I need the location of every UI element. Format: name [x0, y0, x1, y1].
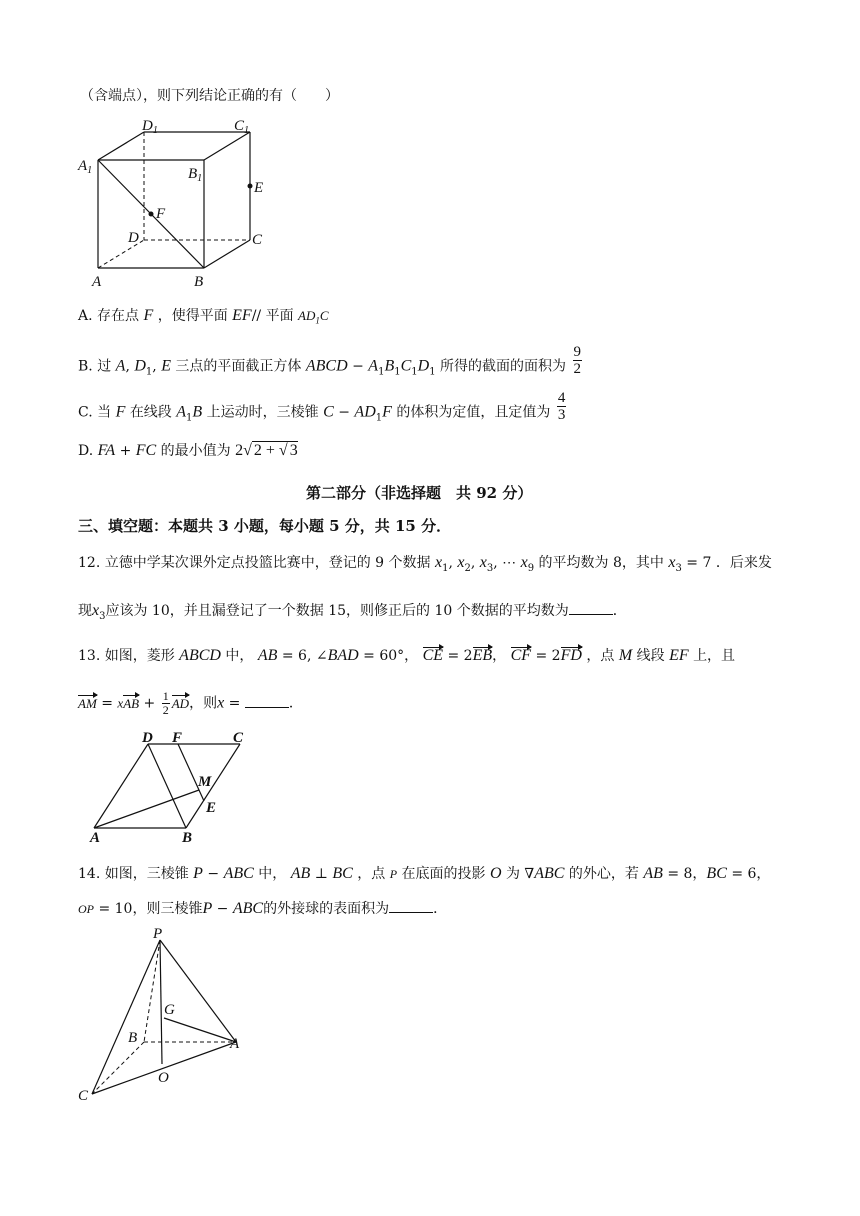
label-b: B: [182, 830, 193, 846]
q11-option-b: B. 过 A, $D_1$, E 三点的平面截正方体 ABCD − $A_1B_1C_1D_1$ 所得的截面的面积为 $\frac{9}{2}$: [78, 344, 581, 378]
q13-line-1: 13. 如图，菱形 ABCD 中， AB = 6, ∠BAD = 60°， CE = 2EB， CF = 2FD ，点 M 线段 EF 上，且: [78, 647, 736, 664]
label-f: F: [172, 730, 183, 746]
label-p: P: [153, 926, 163, 942]
label-c: C: [252, 232, 263, 248]
point-f: [149, 212, 154, 217]
label-d1: $D_1$: [142, 118, 158, 136]
q11-option-c: C. 当 F 在线段 $A_1B$ 上运动时，三棱锥 $C - AD_1F$ 的体积为定值，且定值为 $\frac{4}{3}$: [78, 390, 566, 424]
q12-line-2: 现$x_3$应该为 10，并且漏登记了一个数据 15，则修正后的 10 个数据的平均数为 ．: [78, 602, 627, 622]
label-c1: $C_1$: [234, 118, 250, 136]
label-m: M: [198, 774, 212, 790]
q11-option-d: D. FA + FC 的最小值为 2√ 2 + √ 3: [78, 442, 298, 459]
cube-figure: [76, 114, 276, 289]
label-a: A: [90, 830, 101, 846]
q11-option-a: A. 存在点 F ，使得平面 EF// 平面 $AD_1C$: [78, 307, 329, 326]
q14-answer-blank[interactable]: [389, 898, 433, 913]
q11-tail-text: （含端点），则下列结论正确的有（ ）: [80, 88, 339, 104]
label-c: C: [78, 1088, 89, 1104]
q12-answer-blank[interactable]: [569, 600, 613, 615]
label-o: O: [158, 1070, 169, 1086]
label-g: G: [164, 1002, 175, 1018]
rhombus-figure: [88, 730, 268, 850]
label-e: E: [206, 800, 217, 816]
q13-answer-blank[interactable]: [245, 693, 289, 708]
section-2-title: 第二部分（非选择题 共 92 分）: [306, 484, 533, 502]
label-b: B: [194, 274, 204, 290]
label-a1: $A_1$: [78, 158, 93, 176]
label-c: C: [233, 730, 244, 746]
q12-line-1: 12. 立德中学某次课外定点投篮比赛中，登记的 9 个数据 $x_1$, $x_2$, $x_3$, ⋯ $x_9$ 的平均数为 8，其中 $x_3 = 7$ ．后来发: [78, 554, 772, 574]
label-a: A: [92, 274, 102, 290]
q14-line-2: OP = 10，则三棱锥P − ABC的外接球的表面积为 ．: [78, 900, 448, 917]
q13-line-2: AM = xAB + $\frac{1}{2}$ AD，则x = ．: [78, 689, 303, 717]
pyramid-figure: [76, 924, 256, 1104]
label-b: B: [128, 1030, 138, 1046]
label-d: D: [128, 230, 139, 246]
section-3-title: 三、填空题：本题共 3 小题，每小题 5 分，共 15 分．: [78, 517, 452, 535]
label-d: D: [142, 730, 153, 746]
label-f: F: [156, 206, 166, 222]
label-b1: $B_1$: [188, 166, 203, 184]
label-a: A: [230, 1036, 240, 1052]
q14-line-1: 14. 如图，三棱锥 P − ABC 中， AB ⊥ BC ，点 P 在底面的投影 O 为 ∇ABC 的外心，若 AB = 8，BC = 6，: [78, 865, 771, 882]
label-e: E: [254, 180, 264, 196]
point-e: [248, 184, 253, 189]
